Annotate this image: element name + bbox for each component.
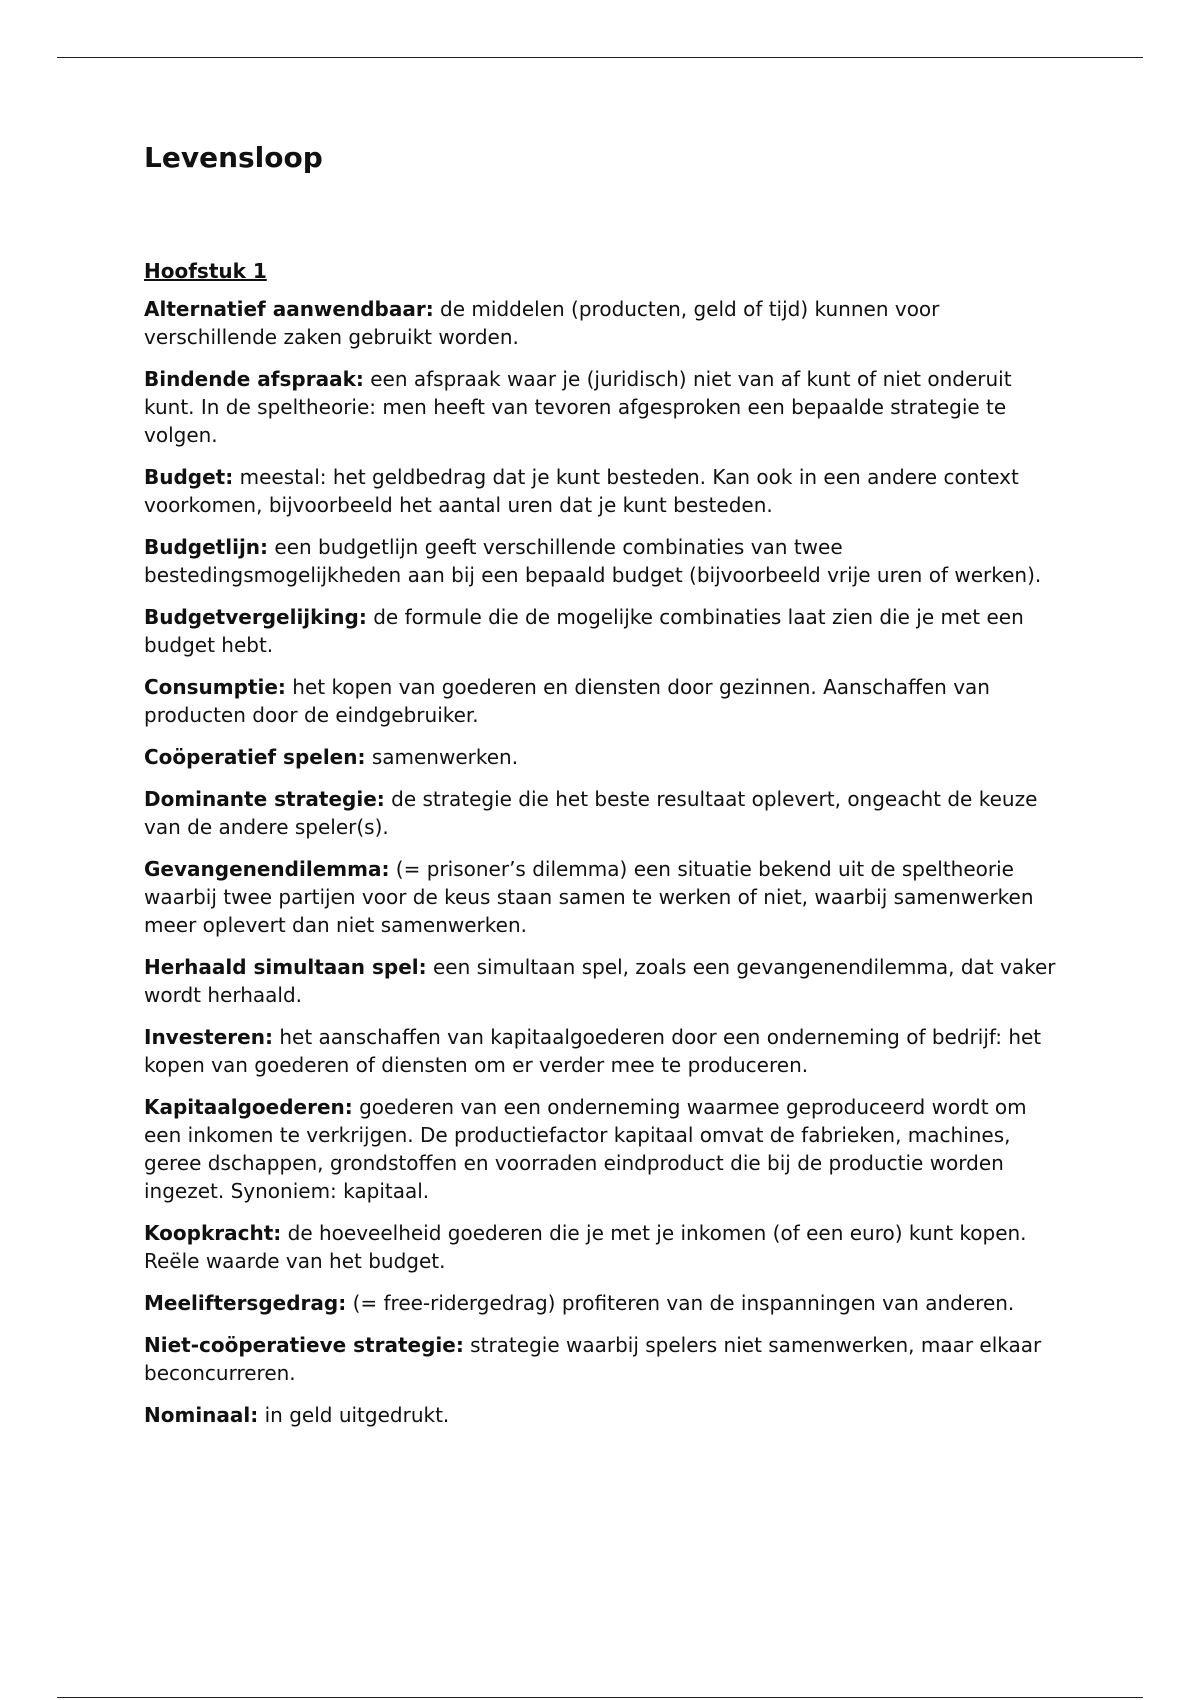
glossary-definition: (= prisoner’s dilemma) een situatie bekend uit de speltheorie waarbij twee partijen voor de keus staan samen te werken of niet, waarbij samenwerken meer oplevert dan niet samenwerken. [144,857,1034,937]
glossary-definition: de hoeveelheid goederen die je met je inkomen (of een euro) kunt kopen. Reële waarde van het budget. [144,1221,1027,1273]
glossary-entry [144,1023,1064,1079]
glossary-term: Budgetvergelijking: [144,605,367,629]
glossary-list [144,295,1064,1429]
glossary-definition: in geld uitgedrukt. [258,1403,450,1427]
glossary-term: Dominante strategie: [144,787,385,811]
glossary-definition: goederen van een onderneming waarmee geproduceerd wordt om een inkomen te verkrijgen. De productiefactor kapitaal omvat de fabrieken, machines, geree dschappen, grondstoffen en voorraden eindproduct die bij de productie worden ingezet. Synoniem: kapitaal. [144,1095,1027,1203]
glossary-entry [144,295,1064,351]
glossary-entry [144,1401,1064,1429]
glossary-term: Koopkracht: [144,1221,282,1245]
glossary-term: Bindende afspraak: [144,367,364,391]
glossary-definition: een simultaan spel, zoals een gevangenendilemma, dat vaker wordt herhaald. [144,955,1056,1007]
page-title: Levensloop [144,141,323,174]
header-rule [57,57,1143,58]
glossary-term: Meeliftersgedrag: [144,1291,347,1315]
glossary-term: Alternatief aanwendbaar: [144,297,434,321]
footer-rule [57,1697,1143,1698]
glossary-entry [144,785,1064,841]
glossary-term: Gevangenendilemma: [144,857,390,881]
glossary-term: Nominaal: [144,1403,259,1427]
glossary-entry [144,743,1064,771]
glossary-entry [144,673,1064,729]
glossary-term: Investeren: [144,1025,273,1049]
glossary-term: Budgetlijn: [144,535,269,559]
glossary-entry [144,1219,1064,1275]
glossary-definition: de formule die de mogelijke combinaties laat zien die je met een budget hebt. [144,605,1024,657]
glossary-definition: de strategie die het beste resultaat oplevert, ongeacht de keuze van de andere speler(s). [144,787,1038,839]
glossary-term: Budget: [144,465,234,489]
chapter-heading: Hoofstuk 1 [144,259,267,283]
glossary-entry [144,533,1064,589]
glossary-definition: de middelen (producten, geld of tijd) kunnen voor verschillende zaken gebruikt worden. [144,297,940,349]
glossary-term: Coöperatief spelen: [144,745,366,769]
glossary-entry [144,463,1064,519]
glossary-definition: strategie waarbij spelers niet samenwerken, maar elkaar beconcurreren. [144,1333,1042,1385]
glossary-entry [144,1289,1064,1317]
glossary-definition: meestal: het geldbedrag dat je kunt besteden. Kan ook in een andere context voorkomen, bijvoorbeeld het aantal uren dat je kunt besteden. [144,465,1019,517]
glossary-term: Herhaald simultaan spel: [144,955,427,979]
glossary-entry [144,855,1064,939]
glossary-definition: een budgetlijn geeft verschillende combinaties van twee bestedingsmogelijkheden aan bij een bepaald budget (bijvoorbeeld vrije uren of werken). [144,535,1042,587]
glossary-term: Consumptie: [144,675,286,699]
glossary-definition: het aanschaffen van kapitaalgoederen door een onderneming of bedrijf: het kopen van goederen of diensten om er verder mee te produceren. [144,1025,1042,1077]
glossary-entry [144,365,1064,449]
glossary-term: Kapitaalgoederen: [144,1095,353,1119]
glossary-entry [144,1093,1064,1205]
glossary-entry [144,953,1064,1009]
glossary-entry [144,603,1064,659]
glossary-definition: het kopen van goederen en diensten door gezinnen. Aanschaffen van producten door de eindgebruiker. [144,675,990,727]
glossary-definition: (= free-ridergedrag) profiteren van de inspanningen van anderen. [346,1291,1015,1315]
page-content [144,136,1064,1443]
glossary-definition: een afspraak waar je (juridisch) niet van af kunt of niet onderuit kunt. In de speltheorie: men heeft van tevoren afgesproken een bepaalde strategie te volgen. [144,367,1012,447]
glossary-term: Niet-coöperatieve strategie: [144,1333,464,1357]
glossary-entry [144,1331,1064,1387]
glossary-definition: samenwerken. [365,745,519,769]
